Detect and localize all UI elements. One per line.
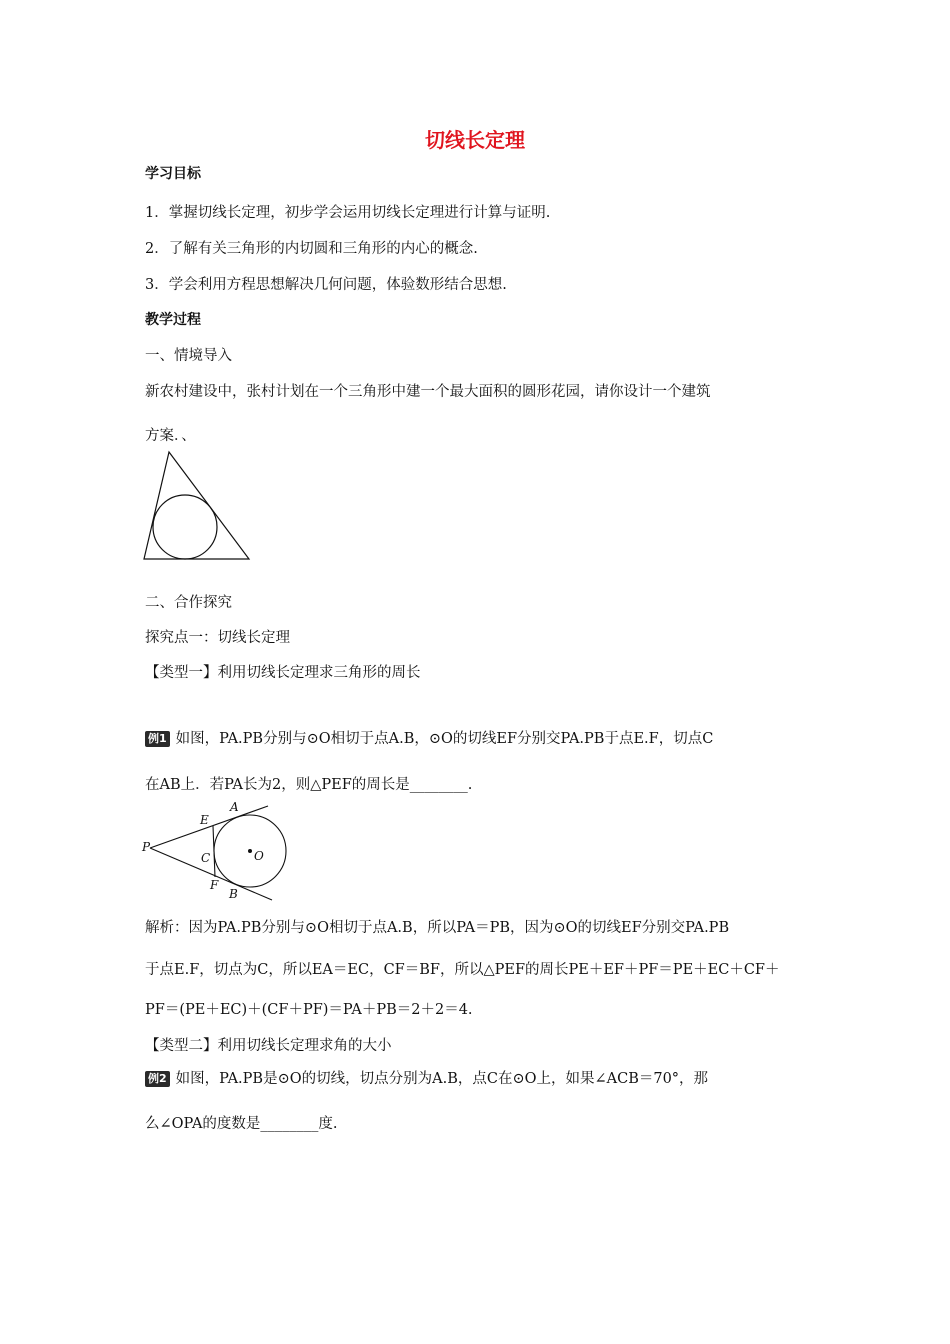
example1-line-2: 在AB上．若PA长为2，则△PEF的周长是________.: [145, 777, 473, 793]
example2-line-2: 么∠OPA的度数是________度.: [145, 1116, 338, 1132]
explore-point-heading: 探究点一：切线长定理: [145, 630, 290, 646]
incircle-shape: [153, 495, 217, 559]
section-heading-process: 教学过程: [145, 312, 201, 328]
page-title: 切线长定理: [425, 128, 525, 152]
example1-line-1: [145, 727, 713, 748]
section-heading-goals: 学习目标: [145, 166, 201, 182]
example1-text-1: 如图，PA.PB分别与⊙O相切于点A.B，⊙O的切线EF分别交PA.PB于点E.F，切点C: [175, 731, 714, 747]
label-f: F: [210, 878, 219, 892]
triangle-shape: [144, 452, 249, 559]
goal-item-1: 1．掌握切线长定理，初步学会运用切线长定理进行计算与证明.: [145, 205, 551, 221]
analysis-line-1: 解析：因为PA.PB分别与⊙O相切于点A.B，所以PA＝PB，因为⊙O的切线EF分别交PA.PB: [145, 920, 730, 936]
label-a: A: [230, 800, 239, 814]
scenario-text-line-1: 新农村建设中，张村计划在一个三角形中建一个最大面积的圆形花园，请你设计一个建筑: [145, 384, 711, 400]
type1-heading: 【类型一】利用切线长定理求三角形的周长: [145, 665, 421, 681]
example2-text-1: 如图，PA.PB是⊙O的切线，切点分别为A.B，点C在⊙O上，如果∠ACB＝70°，那: [175, 1071, 709, 1087]
analysis-line-3: PF＝(PE＋EC)＋(CF＋PF)＝PA＋PB＝2＋2＝4.: [145, 1002, 473, 1018]
label-p: P: [142, 840, 151, 854]
triangle-incircle-figure: [140, 448, 255, 564]
label-c: C: [201, 851, 211, 865]
label-b: B: [229, 887, 238, 901]
goal-item-3: 3．学会利用方程思想解决几何问题，体验数形结合思想.: [145, 277, 507, 293]
goal-item-2: 2．了解有关三角形的内切圆和三角形的内心的概念.: [145, 241, 478, 257]
part2-heading: 二、合作探究: [145, 595, 232, 611]
center-point-o: [248, 849, 252, 853]
analysis-line-2: 于点E.F，切点为C，所以EA＝EC，CF＝BF，所以△PEF的周长PE＋EF＋PF＝PE＋EC＋CF＋: [145, 962, 780, 978]
tangent-line-pa: [150, 806, 268, 848]
scenario-text-line-2: 方案．、: [145, 428, 196, 444]
example2-badge: 例2: [145, 1071, 170, 1087]
label-o: O: [254, 849, 264, 863]
example1-badge: 例1: [145, 731, 170, 747]
part1-heading: 一、情境导入: [145, 348, 232, 364]
example2-line-1: [145, 1067, 708, 1088]
label-e: E: [200, 813, 209, 827]
type2-heading: 【类型二】利用切线长定理求角的大小: [145, 1038, 392, 1054]
tangent-length-figure: [140, 796, 300, 908]
